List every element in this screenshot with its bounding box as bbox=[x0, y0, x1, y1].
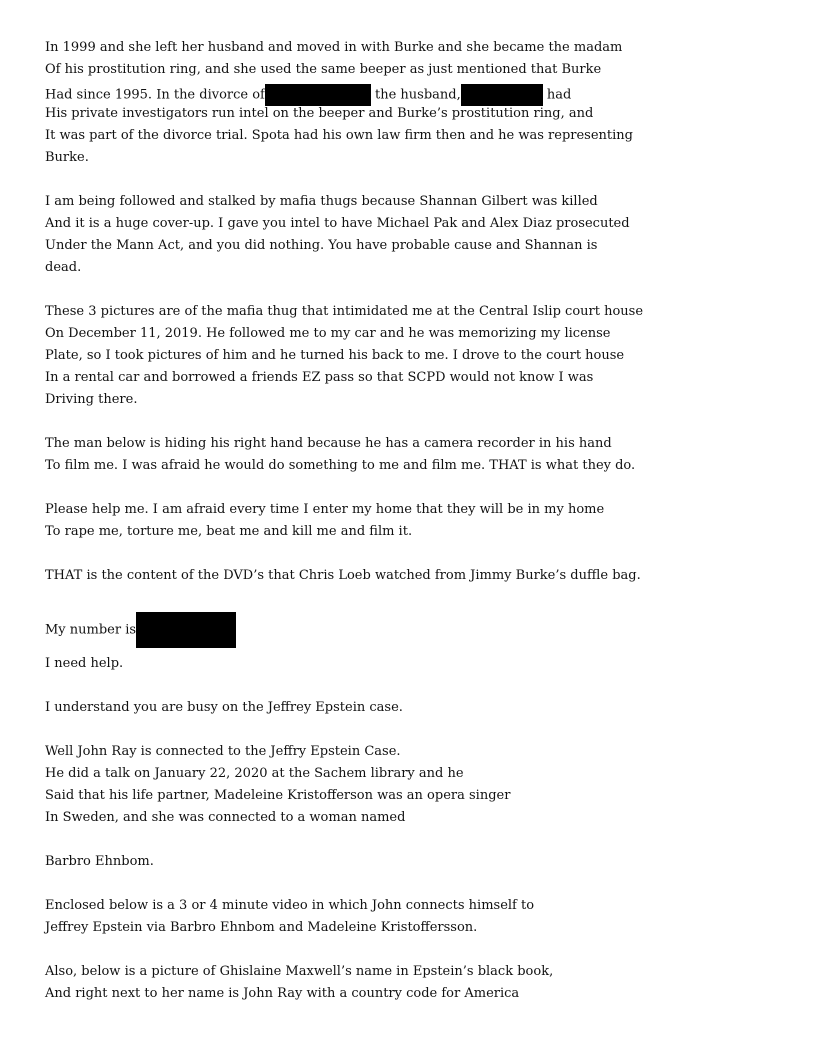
text-line bbox=[45, 612, 236, 638]
text-line: Jeffrey Epstein via Barbro Ehnbom and Madeleine Kristoffersson. bbox=[45, 920, 478, 935]
text-line: Under the Mann Act, and you did nothing. You have probable cause and Shannan is bbox=[45, 238, 598, 253]
text-line: Of his prostitution ring, and she used the same beeper as just mentioned that Burke bbox=[45, 62, 602, 77]
text-line: In a rental car and borrowed a friends EZ pass so that SCPD would not know I was bbox=[45, 370, 594, 385]
text-line: I am being followed and stalked by mafia thugs because Shannan Gilbert was killed bbox=[45, 194, 598, 209]
text-line: Plate, so I took pictures of him and he turned his back to me. I drove to the court house bbox=[45, 348, 625, 363]
text-line: Said that his life partner, Madeleine Kristofferson was an opera singer bbox=[45, 788, 511, 803]
text-line: He did a talk on January 22, 2020 at the Sachem library and he bbox=[45, 766, 464, 781]
text-line: Burke. bbox=[45, 150, 89, 165]
text-line: And it is a huge cover-up. I gave you intel to have Michael Pak and Alex Diaz prosecuted bbox=[45, 216, 630, 231]
text-line: THAT is the content of the DVD’s that Chris Loeb watched from Jimmy Burke’s duffle bag. bbox=[45, 568, 641, 583]
text-segment: had bbox=[542, 87, 572, 103]
text-line: Barbro Ehnbom. bbox=[45, 854, 154, 869]
redaction-box bbox=[136, 612, 236, 648]
text-line: Well John Ray is connected to the Jeffry Epstein Case. bbox=[45, 744, 401, 759]
text-line: And right next to her name is John Ray with a country code for America bbox=[45, 986, 520, 1001]
text-segment: the husband, bbox=[370, 87, 461, 103]
text-line: I understand you are busy on the Jeffrey Epstein case. bbox=[45, 700, 403, 715]
text-line: To rape me, torture me, beat me and kill me and film it. bbox=[45, 524, 413, 539]
text-line: It was part of the divorce trial. Spota had his own law firm then and he was representing bbox=[45, 128, 633, 143]
text-line: dead. bbox=[45, 260, 82, 275]
phone-label: My number is bbox=[45, 622, 137, 638]
text-line: Also, below is a picture of Ghislaine Maxwell’s name in Epstein’s black book, bbox=[45, 964, 554, 979]
text-line: Please help me. I am afraid every time I enter my home that they will be in my home bbox=[45, 502, 605, 517]
text-line: Enclosed below is a 3 or 4 minute video in which John connects himself to bbox=[45, 898, 535, 913]
text-line: These 3 pictures are of the mafia thug that intimidated me at the Central Islip court house bbox=[45, 304, 644, 319]
text-line: In 1999 and she left her husband and moved in with Burke and she became the madam bbox=[45, 40, 623, 55]
redaction-box bbox=[461, 84, 543, 106]
text-line: I need help. bbox=[45, 656, 124, 671]
text-line: His private investigators run intel on the beeper and Burke’s prostitution ring, and bbox=[45, 106, 594, 121]
text-line: On December 11, 2019. He followed me to my car and he was memorizing my license bbox=[45, 326, 611, 341]
text-line: In Sweden, and she was connected to a woman named bbox=[45, 810, 406, 825]
text-line: To film me. I was afraid he would do something to me and film me. THAT is what they do. bbox=[45, 458, 636, 473]
text-line bbox=[45, 84, 572, 103]
text-line: Driving there. bbox=[45, 392, 138, 407]
text-segment: Had since 1995. In the divorce of bbox=[45, 87, 265, 103]
text-line: The man below is hiding his right hand because he has a camera recorder in his hand bbox=[45, 436, 612, 451]
redaction-box bbox=[265, 84, 371, 106]
